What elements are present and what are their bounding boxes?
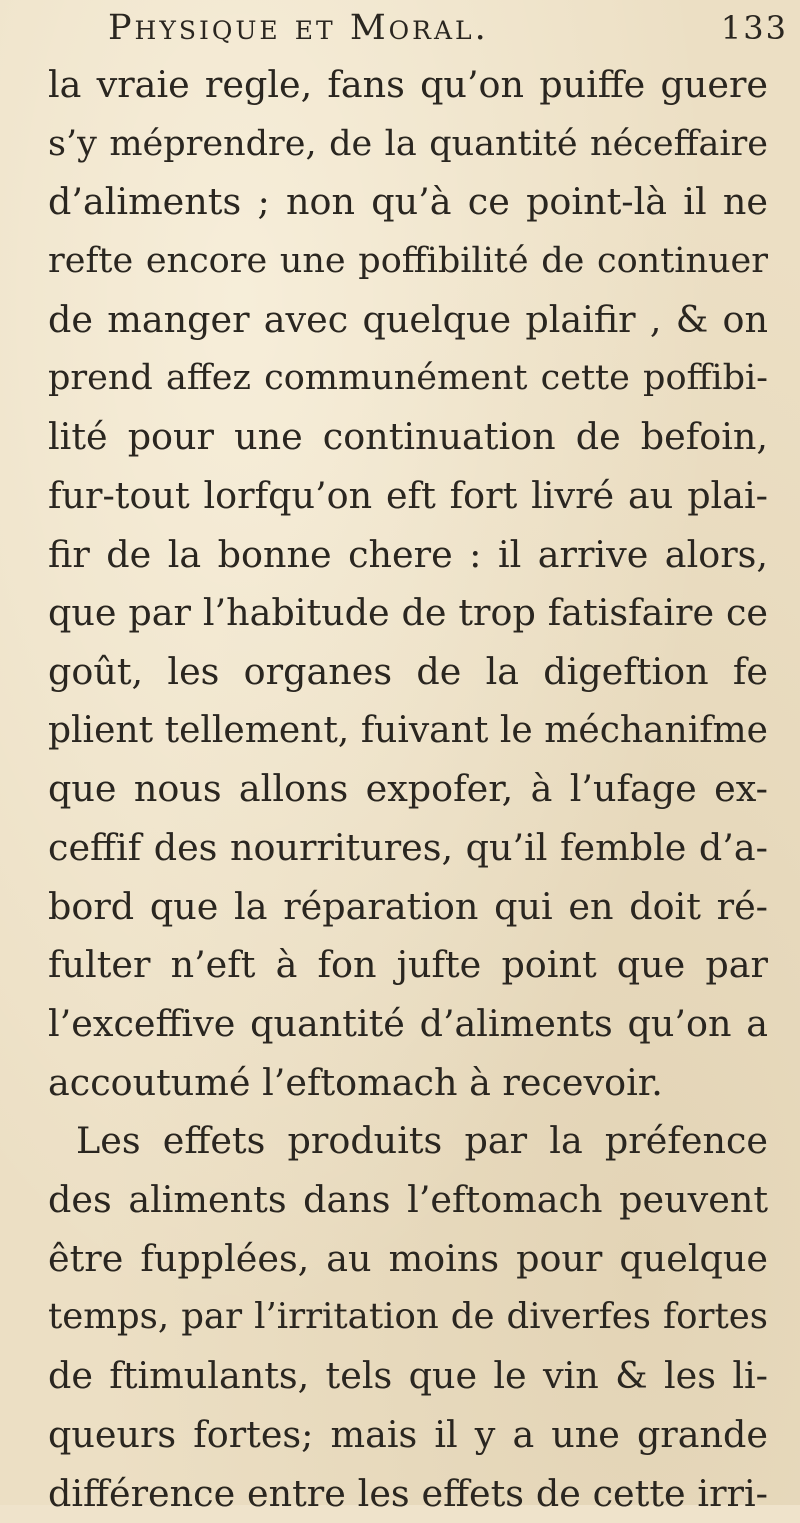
text-line: ceffif des nourritures, qu’il femble d’a- (48, 819, 768, 878)
paragraph-end-line: accoutumé l’eftomach à recevoir. (48, 1054, 768, 1113)
text-line: la vraie regle, fans qu’on puiffe guere (48, 56, 768, 115)
text-line: que nous allons expofer, à l’ufage ex- (48, 760, 768, 819)
text-line: des aliments dans l’eftomach peuvent (48, 1171, 768, 1230)
text-line: goût, les organes de la digeftion fe (48, 643, 768, 702)
text-line: être fupplées, au moins pour quelque (48, 1230, 768, 1289)
text-line: fulter n’eft à fon jufte point que par (48, 936, 768, 995)
text-line: prend affez communément cette poffibi- (48, 349, 768, 408)
text-line: que par l’habitude de trop fatisfaire ce (48, 584, 768, 643)
text-line: plient tellement, fuivant le méchanifme (48, 702, 768, 761)
body-text (48, 56, 768, 1523)
text-line: d’aliments ; non qu’à ce point-là il ne (48, 173, 768, 232)
text-line: temps, par l’irritation de diverfes fortes (48, 1288, 768, 1347)
text-line: de manger avec quelque plaifir , & on (48, 291, 768, 350)
paragraph-start-line: Les effets produits par la préfence (48, 1112, 768, 1171)
text-line: s’y méprendre, de la quantité néceffaire (48, 115, 768, 174)
text-line: fur-tout lorfqu’on eft fort livré au plai- (48, 467, 768, 526)
running-title: Physique et Moral. (108, 6, 489, 50)
text-line: bord que la réparation qui en doit ré- (48, 878, 768, 937)
text-line: différence entre les effets de cette irri- (48, 1465, 768, 1523)
text-line: de ftimulants, tels que le vin & les li- (48, 1347, 768, 1406)
text-line: l’exceffive quantité d’aliments qu’on a (48, 995, 768, 1054)
running-head (108, 6, 788, 50)
text-line: fir de la bonne chere : il arrive alors, (48, 526, 768, 585)
text-line: queurs fortes; mais il y a une grande (48, 1406, 768, 1465)
text-line: lité pour une continuation de befoin, (48, 408, 768, 467)
page-number: 133 (721, 6, 788, 50)
text-line: refte encore une poffibilité de continuer (48, 232, 768, 291)
